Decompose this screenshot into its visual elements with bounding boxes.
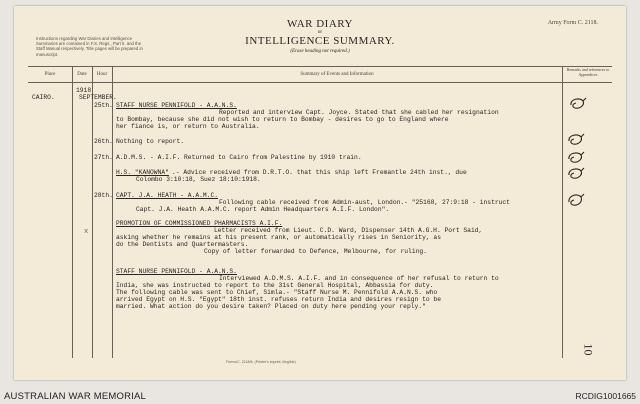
entry-text-line: .- Advice received from D.R.T.O. that this ship left Fremantle 24th inst., due: [172, 169, 467, 176]
header-rule-bottom: [28, 82, 612, 83]
title-or: or: [317, 30, 323, 35]
handwritten-tick-icon: [566, 132, 586, 148]
title-war-diary: WAR DIARY: [287, 18, 353, 30]
entry-text-line: arrived Egypt on H.S. "Egypt" 18th inst. refuses return India and desires resign to be: [116, 296, 441, 303]
entry-text-line: asking whether he remains at his present rank, or automatically rises in Seniority, as: [116, 234, 441, 241]
footer-record-id: RCDIG1001665: [575, 391, 636, 401]
entry-text-line: Copy of letter forwarded to Defence, Melbourne, for ruling.: [204, 248, 427, 255]
date-25th: 25th.: [94, 102, 113, 109]
entry-text-line: The following cable was sent to Chief, Simla.- "Staff Nurse M. Pennifold A.A.N.S. who: [116, 289, 438, 296]
handwritten-tick-icon: [568, 96, 588, 112]
col-divider-remarks: [562, 66, 563, 358]
handwritten-tick-icon: [566, 192, 586, 210]
entry-text-line: to Bombay, because she did not wish to return to Bombay - desires to go to England where: [116, 116, 449, 123]
entry-text-line: Letter received from Lieut. C.D. Ward, Dispenser 14th A.G.H. Port Said,: [214, 227, 483, 234]
title-intelligence-summary: INTELLIGENCE SUMMARY.: [245, 35, 395, 47]
title-subnote: (Erase heading not required.): [290, 49, 350, 54]
entry-text-line: Colombo 3:10:18, Suez 18:10:1918.: [136, 176, 261, 183]
entry-text-line: Capt. J.A. Heath A.A.M.C. report Admin Headquarters A.I.F. London".: [136, 206, 390, 213]
entry-text-line: married. What action do you desire taken? Placed on duty here pending your reply.": [116, 303, 426, 310]
entry-text-line: Following cable received from Admin-aust, London.- "25168, 27:9:18 - instruct: [219, 199, 510, 206]
col-head-summary: Summary of Events and Information: [300, 72, 374, 77]
entry-text-line: India, she was instructed to report to the 31st General Hospital, Abbassia for duty.: [116, 282, 434, 289]
col-divider-hour: [112, 66, 113, 358]
col-divider-place: [72, 66, 73, 358]
entry-heading-pennifold-2: STAFF NURSE PENNIFOLD - A.A.N.S.: [116, 268, 237, 275]
entry-text-line: Interviewed A.D.M.S. A.I.F. and in consequence of her refusal to return to: [219, 275, 499, 282]
col-divider-date: [92, 66, 93, 358]
printer-imprint: Forms/C. 2118/6. (Printer's imprint, illegible): [226, 360, 296, 364]
col-head-remarks: Remarks and references to Appendices: [566, 67, 610, 77]
date-28th: 28th.: [94, 192, 113, 199]
entry-heading-kanowna: H.S. "KANOWNA": [116, 169, 169, 176]
entry-text-line: Reported and interview Capt. Joyce. Stated that she cabled her resignation: [219, 109, 499, 116]
handwritten-tick-icon: [566, 166, 586, 182]
place-cairo: CAIRO.: [32, 94, 55, 101]
instructions-note: Instructions regarding War Diaries and Intelligence Summaries are contained in F.S. Regs., Part II. and the Staff Manual respectively. Title pages will be prepared in manuscript.: [36, 36, 143, 57]
header-rule-top: [28, 66, 612, 67]
entry-text-line: her fiance is, or return to Australia.: [116, 123, 260, 130]
col-head-hour: Hour: [96, 72, 108, 77]
date-27th: 27th.: [94, 154, 113, 161]
page-number: 10: [581, 343, 596, 356]
month-september: SEPTEMBER.: [79, 94, 117, 101]
date-26th: 26th.: [94, 138, 113, 145]
footer-archive-name: AUSTRALIAN WAR MEMORIAL: [4, 391, 147, 402]
col-head-place: Place: [44, 72, 56, 77]
entry-text-line: Nothing to report.: [116, 138, 185, 145]
margin-cross-mark: x: [84, 228, 89, 236]
year-1918: 1918: [76, 87, 92, 94]
entry-heading-pharmacists: PROMOTION OF COMMISSIONED PHARMACISTS A.I.F.: [116, 220, 283, 227]
col-head-date: Date: [77, 72, 87, 77]
entry-heading-pennifold-1: STAFF NURSE PENNIFOLD - A.A.N.S.: [116, 102, 237, 109]
entry-text-line: do the Dentists and Quartermasters.: [116, 241, 249, 248]
diary-page: [14, 6, 626, 380]
entry-text-line: A.D.M.S. - A.I.F. Returned to Cairo from Palestine by 1910 train.: [116, 154, 362, 161]
entry-heading-heath: CAPT. J.A. HEATH - A.A.M.C.: [116, 192, 219, 199]
handwritten-tick-icon: [566, 150, 586, 166]
army-form-number: Army Form C. 2118.: [547, 20, 598, 26]
